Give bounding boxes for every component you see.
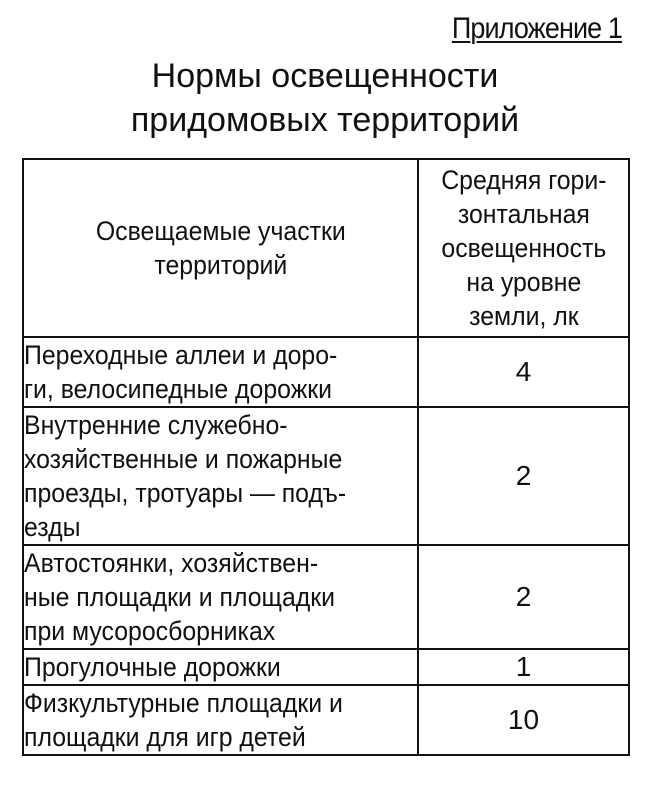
title-line: придомовых территорий [130,101,520,139]
area-cell [23,649,418,685]
table-header-row [23,159,629,337]
header-line: зонтальная [457,199,590,229]
header-cell-illuminance [418,159,629,337]
area-cell [23,337,418,407]
header-line: освещенность [441,233,606,263]
area-line: проезды, тротуары — подъ- [24,478,347,508]
value-cell: 2 [418,545,629,649]
header-line: на уровне [466,267,581,297]
header-line: Освещаемые участки [95,216,346,246]
area-line: площадки для игр детей [24,722,306,752]
area-cell [23,545,418,649]
header-line: Средняя гори- [440,165,607,195]
area-line: Автостоянки, хозяйствен- [24,548,319,578]
area-line: Прогулочные дорожки [24,652,281,682]
area-cell [23,685,418,755]
value-cell: 4 [418,337,629,407]
area-line: Физкультурные площадки и [24,688,343,718]
area-line: Переходные аллеи и доро- [24,340,338,370]
table-row [23,337,629,407]
area-line: ги, велосипедные дорожки [24,374,333,404]
illumination-norms-table [22,158,630,756]
table-row [23,407,629,545]
value-cell: 10 [418,685,629,755]
title-line: Нормы освещенности [151,57,499,95]
header-line: территорий [154,250,287,280]
table-row [23,685,629,755]
table-row [23,545,629,649]
appendix-label: Приложение 1 [451,12,622,45]
area-line: хозяйственные и пожарные [24,444,343,474]
document-title [0,54,650,142]
header-line: земли, лк [468,301,579,331]
area-line: езды [24,512,81,542]
value-cell: 1 [418,649,629,685]
area-cell [23,407,418,545]
value-cell: 2 [418,407,629,545]
area-line: Внутренние служебно- [24,410,288,440]
area-line: при мусоросборниках [24,616,276,646]
header-cell-area [23,159,418,337]
table-row [23,649,629,685]
area-line: ные площадки и площадки [24,582,336,612]
